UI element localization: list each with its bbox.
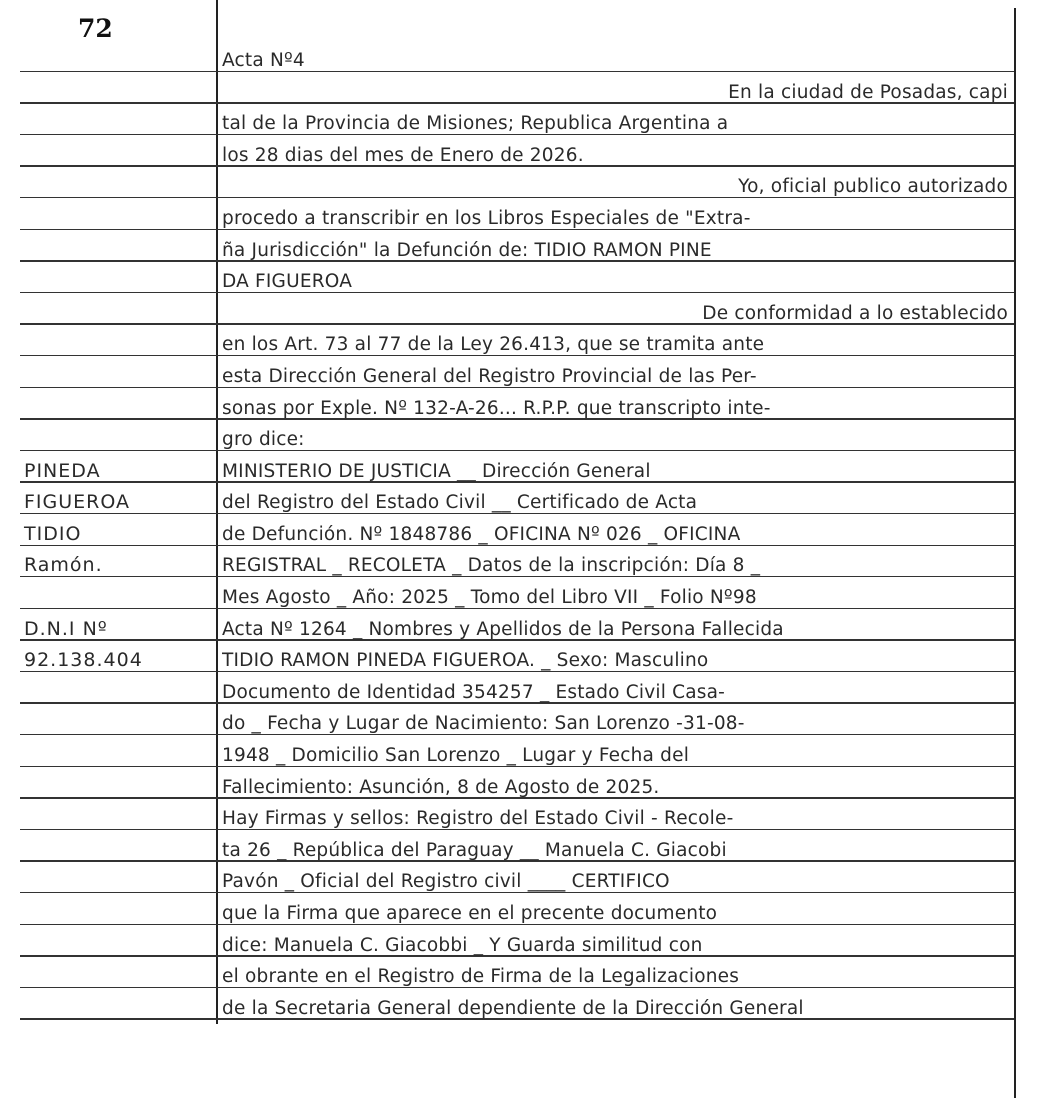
ledger-row [0,198,1016,230]
ledger-lines [0,40,1016,1019]
ledger-row [0,40,1016,72]
handwritten-line: Pavón _ Oficial del Registro civil ____ CERTIFICO [222,871,670,893]
ledger-row [0,988,1016,1020]
handwritten-line: En la ciudad de Posadas, capi [728,81,1008,103]
ledger-row [0,577,1016,609]
ledger-row [0,514,1016,546]
handwritten-line: Acta Nº 1264 _ Nombres y Apellidos de la Persona Fallecida [222,618,784,640]
ledger-row [0,862,1016,894]
ledger-row [0,262,1016,294]
ledger-row [0,641,1016,673]
ledger-row [0,451,1016,483]
margin-note: 92.138.404 [24,649,143,672]
handwritten-line: los 28 dias del mes de Enero de 2026. [222,144,584,166]
handwritten-line: REGISTRAL _ RECOLETA _ Datos de la inscripción: Día 8 _ [222,555,761,577]
handwritten-line: de Defunción. Nº 1848786 _ OFICINA Nº 026 _ OFICINA [222,523,741,545]
ledger-row [0,799,1016,831]
handwritten-line: Yo, oficial publico autorizado [738,176,1008,198]
ledger-row [0,830,1016,862]
handwritten-line: en los Art. 73 al 77 de la Ley 26.413, que se tramita ante [222,334,765,356]
ledger-row [0,356,1016,388]
handwritten-line: Acta Nº4 [222,49,305,71]
ledger-row [0,546,1016,578]
handwritten-line: gro dice: [222,429,305,451]
handwritten-line: Mes Agosto _ Año: 2025 _ Tomo del Libro VII _ Folio Nº98 [222,587,757,609]
margin-note: Ramón. [24,554,103,577]
margin-note: D.N.I Nº [24,617,108,640]
margin-note: PINEDA [24,459,101,482]
handwritten-line: DA FIGUEROA [222,271,353,293]
handwritten-line: 1948 _ Domicilio San Lorenzo _ Lugar y Fecha del [222,745,690,767]
handwritten-line: ña Jurisdicción" la Defunción de: TIDIO RAMON PINE [222,239,712,261]
ledger-row [0,767,1016,799]
ledger-row [0,672,1016,704]
handwritten-line: esta Dirección General del Registro Provincial de las Per- [222,365,757,387]
ledger-row [0,957,1016,989]
ledger-row [0,167,1016,199]
margin-note: FIGUEROA [24,491,130,514]
ledger-row [0,230,1016,262]
margin-ruled-line [20,1018,216,1019]
handwritten-line: De conformidad a lo establecido [702,302,1008,324]
handwritten-line: que la Firma que aparece en el precente documento [222,903,718,925]
handwritten-line: Fallecimiento: Asunción, 8 de Agosto de 2025. [222,776,660,798]
ledger-row [0,483,1016,515]
ledger-row [0,420,1016,452]
ledger-row [0,735,1016,767]
page-number: 72 [78,14,113,43]
handwritten-line: MINISTERIO DE JUSTICIA __ Dirección General [222,460,651,482]
handwritten-line: do _ Fecha y Lugar de Nacimiento: San Lorenzo -31-08- [222,713,745,735]
ledger-row [0,104,1016,136]
handwritten-line: de la Secretaria General dependiente de la Dirección General [222,997,804,1019]
ledger-row [0,388,1016,420]
margin-note: TIDIO [24,522,82,545]
handwritten-line: procedo a transcribir en los Libros Especiales de "Extra- [222,207,751,229]
ledger-row [0,72,1016,104]
ledger-row [0,135,1016,167]
ledger-row [0,925,1016,957]
ledger-row [0,293,1016,325]
handwritten-line: Hay Firmas y sellos: Registro del Estado Civil - Recole- [222,808,734,830]
ledger-row [0,704,1016,736]
ledger-row [0,609,1016,641]
handwritten-line: Documento de Identidad 354257 _ Estado Civil Casa- [222,681,726,703]
handwritten-line: TIDIO RAMON PINEDA FIGUEROA. _ Sexo: Masculino [222,650,709,672]
handwritten-line: sonas por Exple. Nº 132-A-26... R.P.P. que transcripto inte- [222,397,771,419]
handwritten-line: el obrante en el Registro de Firma de la Legalizaciones [222,966,740,988]
handwritten-line: ta 26 _ República del Paraguay __ Manuela C. Giacobi [222,839,727,861]
ledger-row [0,893,1016,925]
handwritten-line: dice: Manuela C. Giacobbi _ Y Guarda similitud con [222,934,703,956]
handwritten-line: tal de la Provincia de Misiones; Republica Argentina a [222,113,729,135]
handwritten-line: del Registro del Estado Civil __ Certificado de Acta [222,492,698,514]
ledger-row [0,325,1016,357]
